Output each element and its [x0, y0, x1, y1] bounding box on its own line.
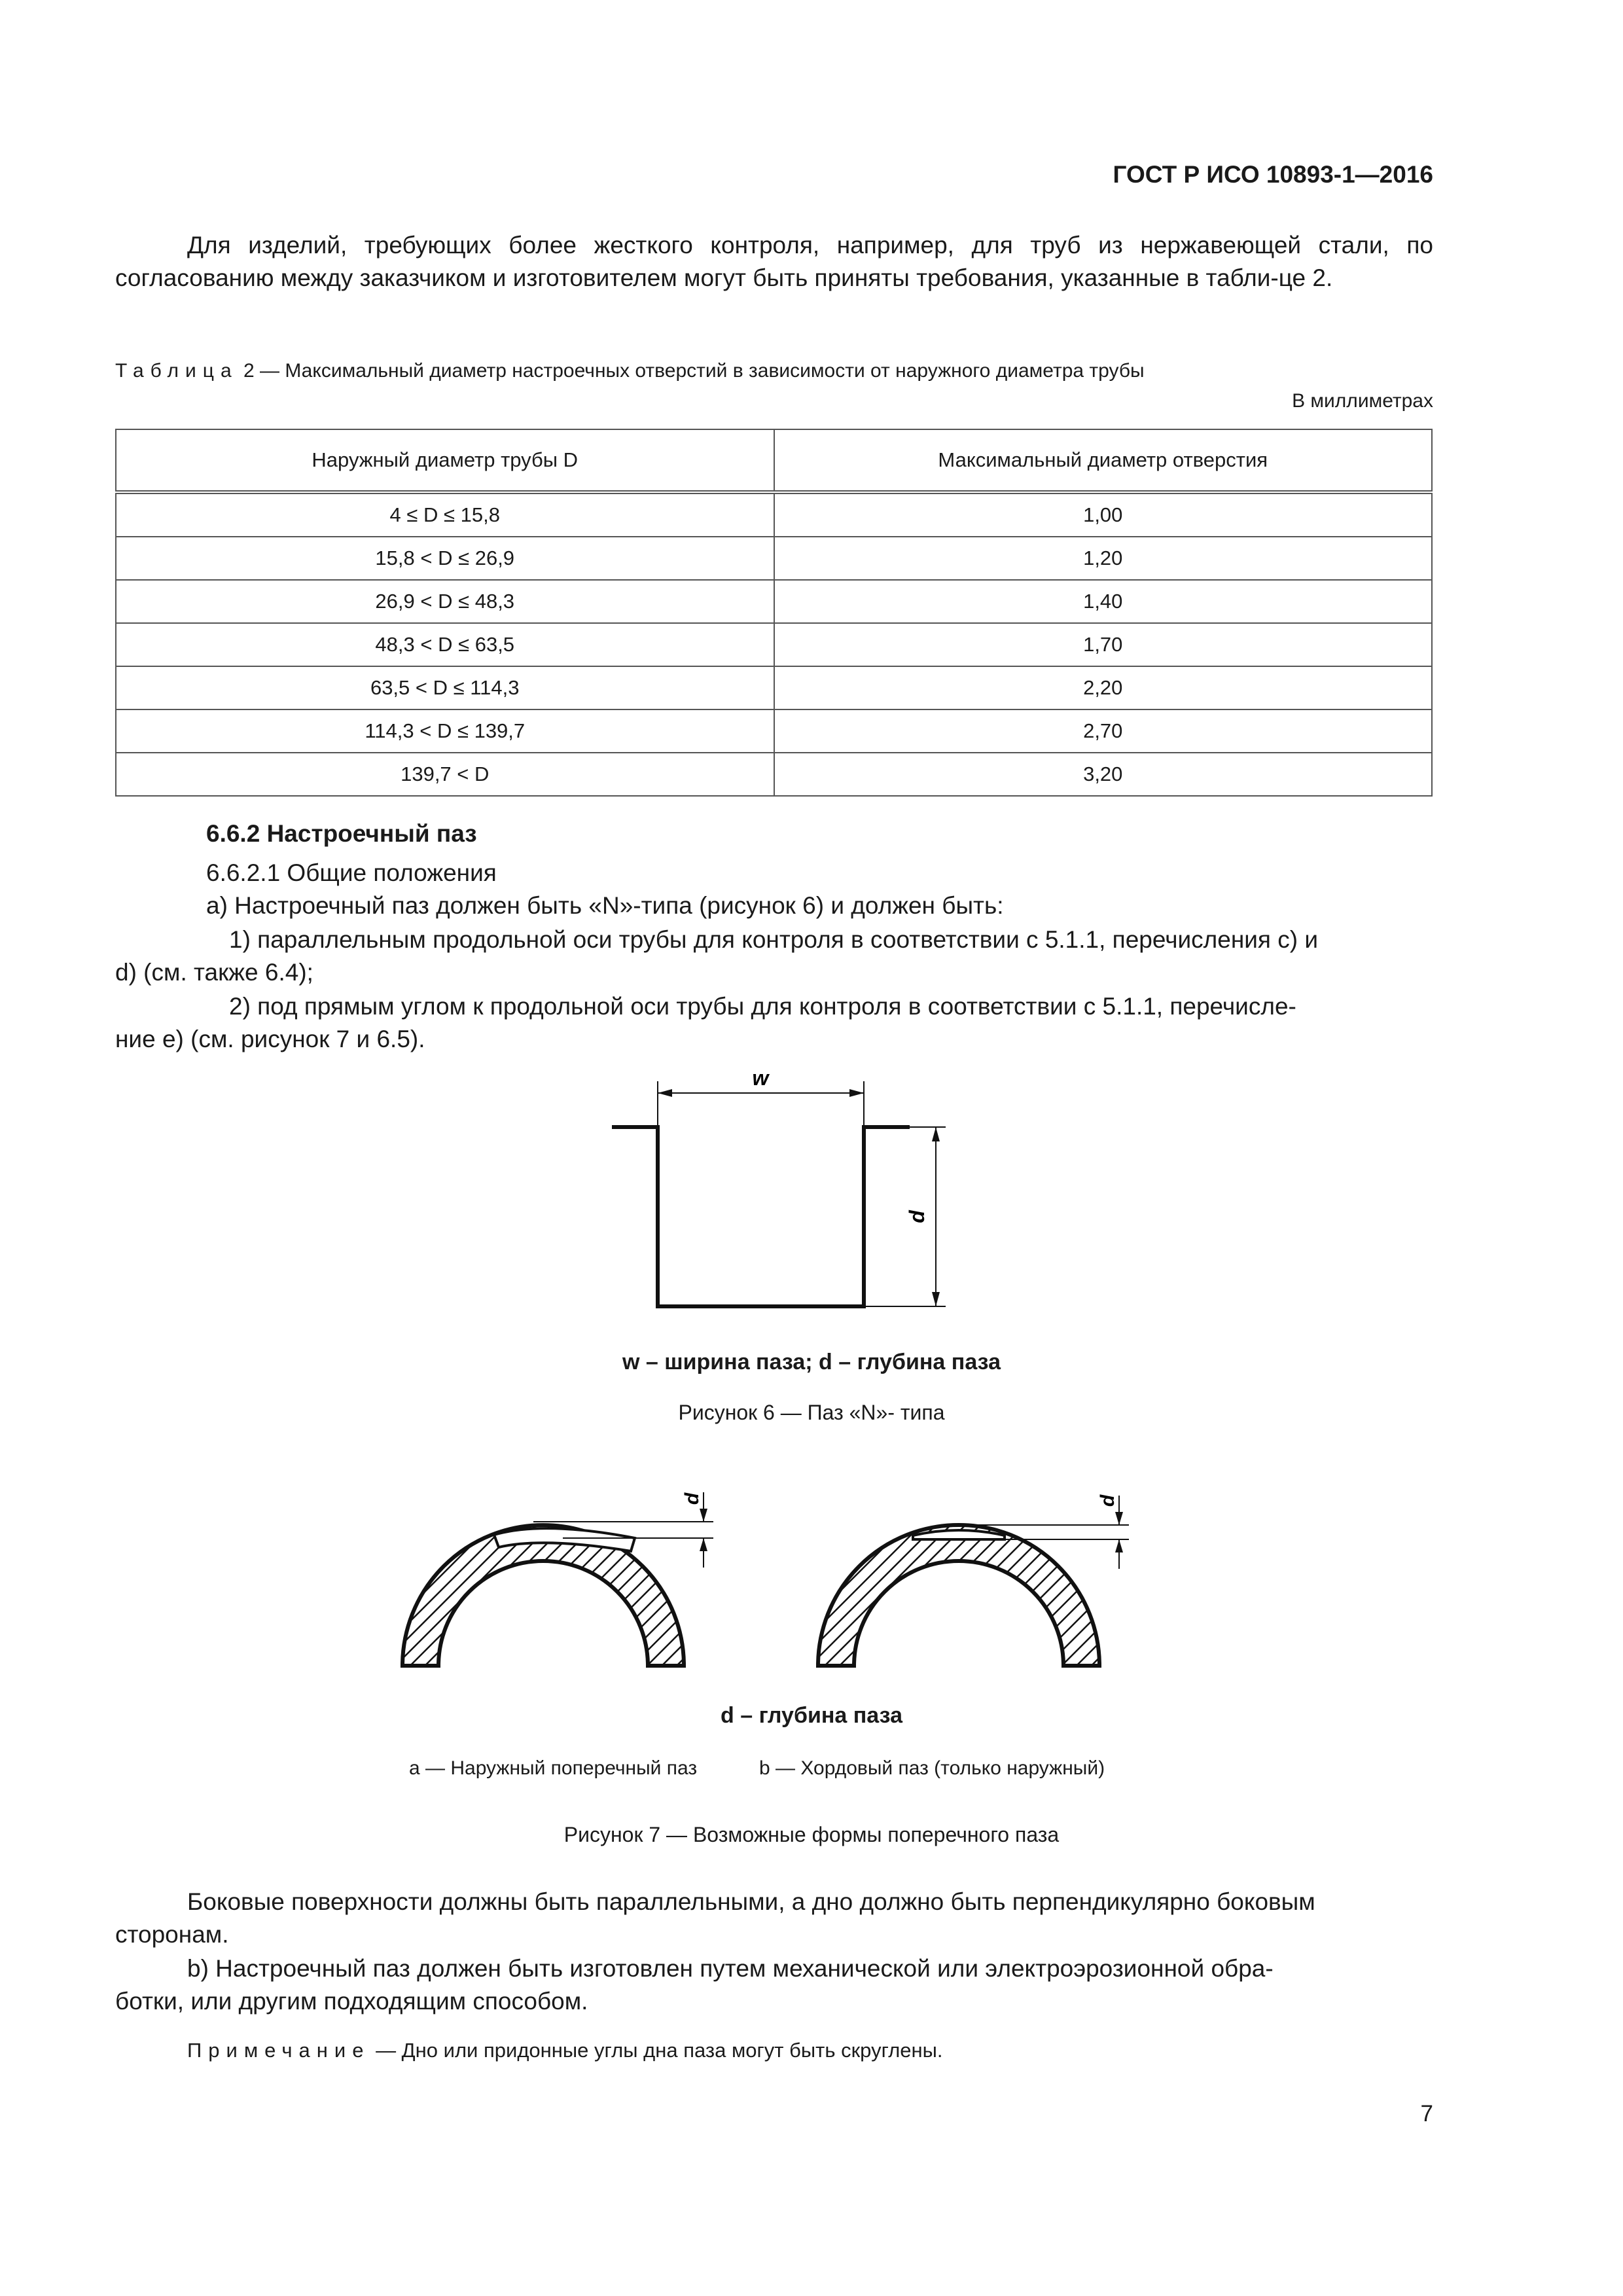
- table-caption: [115, 360, 1433, 382]
- d-arrow-bottom: [932, 1292, 940, 1306]
- d-label-right: d: [1097, 1494, 1118, 1507]
- table-header-row: [116, 429, 1432, 492]
- table-row: [116, 537, 1432, 580]
- figure-6-notch-diagram: [589, 1054, 955, 1329]
- w-arrow-left: [658, 1089, 672, 1097]
- sides-paragraph-line2: сторонам.: [115, 1921, 229, 1948]
- table-row: [116, 623, 1432, 666]
- figure-6-legend: w – ширина паза; d – глубина паза: [622, 1350, 1001, 1374]
- pipe-section-right: [818, 1525, 1099, 1666]
- intro-text: Для изделий, требующих более жесткого контроля, например, для труб из нержавеющей стали, по согласованию между заказчиком и изготовителем могут быть приняты требования, указанные в табли-це 2.: [115, 232, 1433, 291]
- cell-max: 1,00: [774, 492, 1433, 537]
- table-row: [116, 666, 1432, 709]
- col-header-outer-diameter: Наружный диаметр трубы D: [116, 429, 774, 492]
- figure-7-sub-a: а — Наружный поперечный паз: [409, 1757, 698, 1779]
- d-arrow-bottom-left: [700, 1538, 707, 1551]
- page-number: 7: [1420, 2101, 1433, 2126]
- d-label-left: d: [681, 1492, 703, 1505]
- chord-notch-drawing: [818, 1494, 1129, 1666]
- item-2-line1: 2) под прямым углом к продольной оси трубы для контроля в соответствии с 5.1.1, перечисле-: [229, 993, 1296, 1020]
- cell-max: 2,20: [774, 666, 1433, 709]
- table-units: В миллиметрах: [1292, 390, 1433, 412]
- cell-range: 48,3 < D ≤ 63,5: [116, 623, 774, 666]
- sides-paragraph-line1: Боковые поверхности должны быть параллельными, а дно должно быть перпендикулярно боковым: [187, 1888, 1315, 1915]
- notch-profile: [612, 1127, 910, 1306]
- cell-max: 1,20: [774, 537, 1433, 580]
- d-arrow-top: [932, 1127, 940, 1141]
- item-1-line2: d) (см. также 6.4);: [115, 959, 313, 986]
- item-a: а) Настроечный паз должен быть «N»-типа (рисунок 6) и должен быть:: [206, 892, 1004, 919]
- table-row: [116, 492, 1432, 537]
- figure-7-caption: Рисунок 7 — Возможные формы поперечного паза: [563, 1823, 1060, 1846]
- figure-6-caption: Рисунок 6 — Паз «N»- типа: [678, 1401, 945, 1424]
- item-b-line1: b) Настроечный паз должен быть изготовлен путем механической или электроэрозионной обра-: [187, 1955, 1274, 1982]
- d-arrow-bottom-right: [1115, 1539, 1123, 1552]
- cell-range: 63,5 < D ≤ 114,3: [116, 666, 774, 709]
- w-label: w: [752, 1066, 769, 1090]
- cell-max: 2,70: [774, 709, 1433, 753]
- w-arrow-right: [849, 1089, 864, 1097]
- note-word: Примечание: [187, 2039, 370, 2062]
- figure-7-sub-b: b — Хордовый паз (только наружный): [759, 1757, 1105, 1779]
- d-label: d: [905, 1210, 929, 1223]
- item-1-line1: 1) параллельным продольной оси трубы для контроля в соответствии с 5.1.1, перечисления с) и: [229, 926, 1319, 953]
- cell-max: 1,40: [774, 580, 1433, 623]
- pipe-section-left: [402, 1525, 684, 1666]
- cell-max: 3,20: [774, 753, 1433, 796]
- col-header-max-diameter: Максимальный диаметр отверстия: [774, 429, 1433, 492]
- note-text: — Дно или придонные углы дна паза могут быть скруглены.: [376, 2039, 943, 2062]
- cell-range: 4 ≤ D ≤ 15,8: [116, 492, 774, 537]
- outer-transverse-notch-drawing: [402, 1492, 713, 1666]
- subsection-heading: 6.6.2.1 Общие положения: [206, 859, 497, 886]
- table-caption-text: 2 — Максимальный диаметр настроечных отверстий в зависимости от наружного диаметра трубы: [243, 360, 1145, 382]
- chord-notch-cut: [913, 1530, 1005, 1539]
- intro-paragraph: [115, 229, 1433, 295]
- section-heading: 6.6.2 Настроечный паз: [206, 820, 477, 847]
- item-b-line2: ботки, или другим подходящим способом.: [115, 1988, 588, 2015]
- cell-max: 1,70: [774, 623, 1433, 666]
- figure-7-notch-forms: [366, 1427, 1257, 1689]
- d-arrow-top-right: [1115, 1512, 1123, 1525]
- table-row: [116, 753, 1432, 796]
- note: [187, 2039, 943, 2062]
- item-2-line2: ние е) (см. рисунок 7 и 6.5).: [115, 1026, 425, 1052]
- cell-range: 139,7 < D: [116, 753, 774, 796]
- table-caption-word: Таблица: [115, 360, 238, 382]
- table-2: [115, 429, 1433, 797]
- d-arrow-top-left: [700, 1509, 707, 1522]
- cell-range: 114,3 < D ≤ 139,7: [116, 709, 774, 753]
- standard-code: ГОСТ Р ИСО 10893-1—2016: [1113, 161, 1433, 188]
- cell-range: 26,9 < D ≤ 48,3: [116, 580, 774, 623]
- cell-range: 15,8 < D ≤ 26,9: [116, 537, 774, 580]
- table-row: [116, 580, 1432, 623]
- figure-7-legend: d – глубина паза: [721, 1703, 902, 1728]
- table-row: [116, 709, 1432, 753]
